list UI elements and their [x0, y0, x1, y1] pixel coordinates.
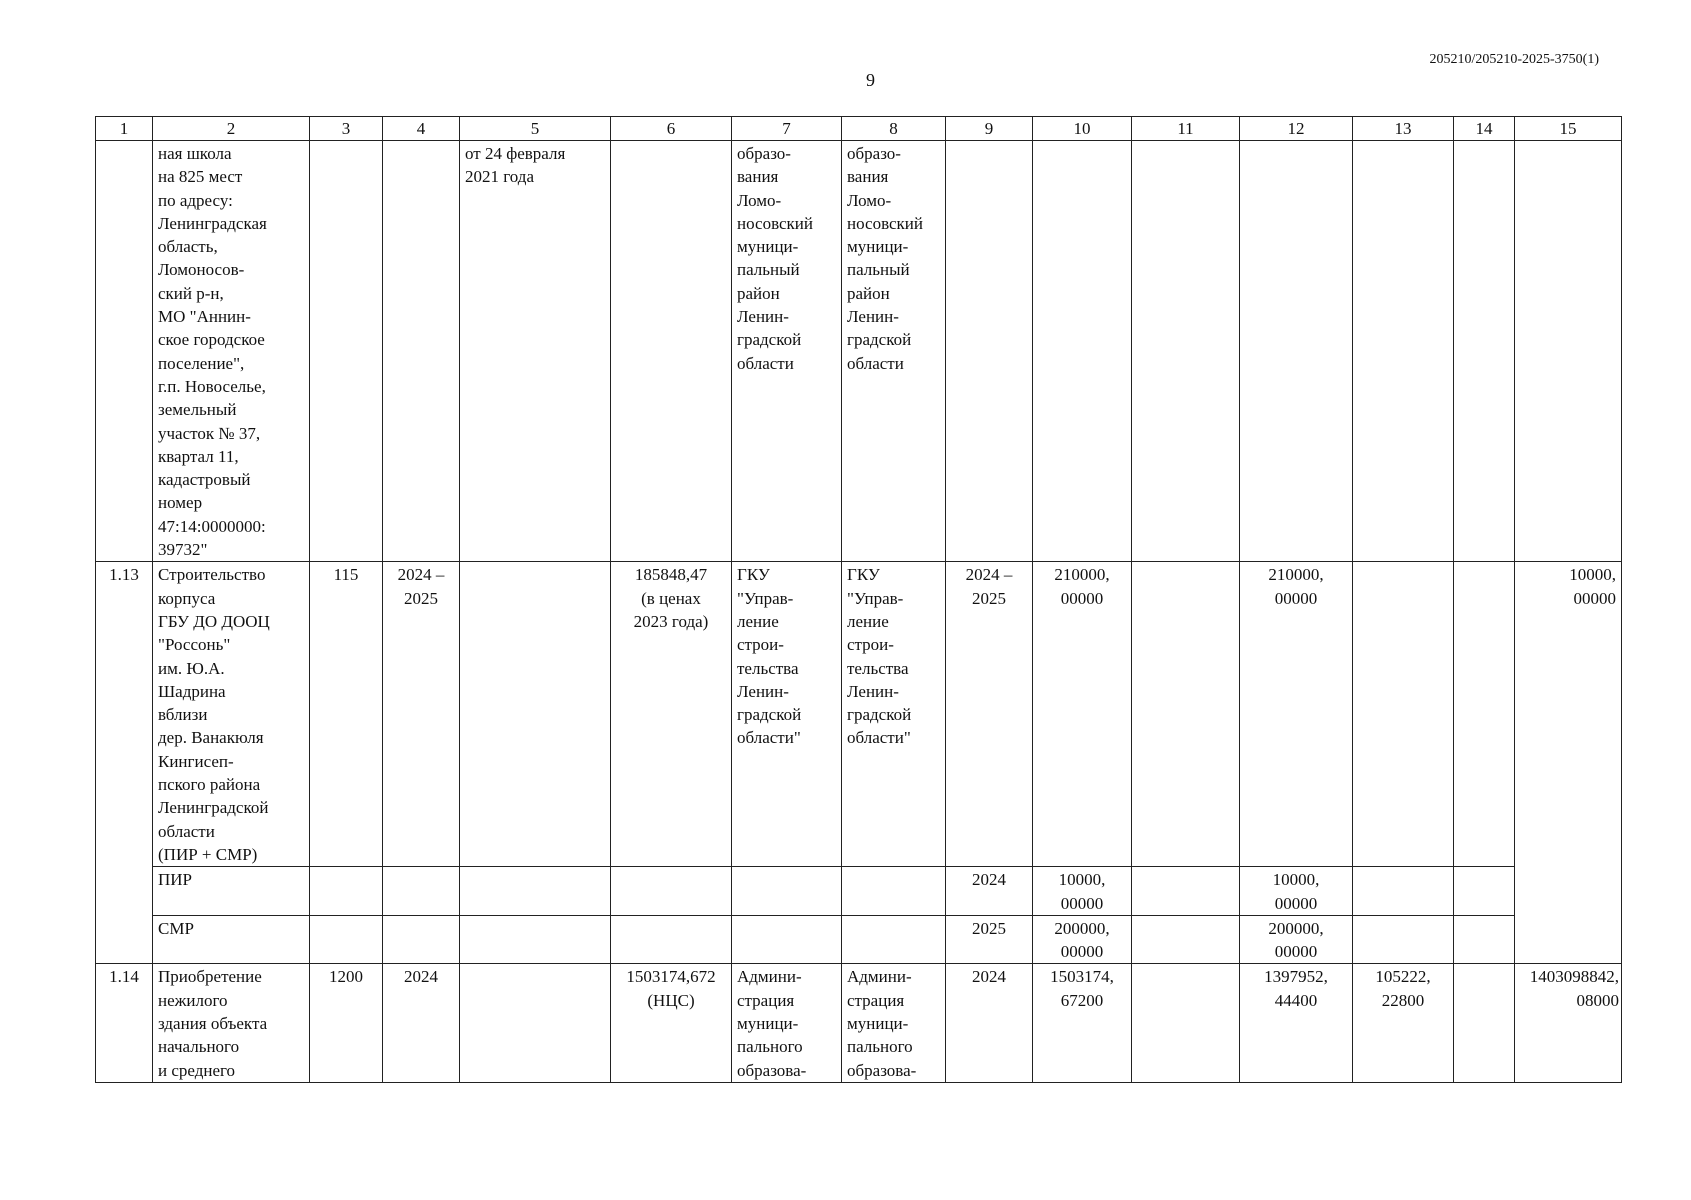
cell	[310, 867, 383, 916]
cell	[383, 141, 460, 562]
cell	[310, 915, 383, 964]
cell	[1132, 867, 1240, 916]
data-table	[95, 116, 1622, 1083]
col-header: 13	[1353, 117, 1454, 141]
cell-cost: 185848,47 (в ценах 2023 года)	[611, 562, 732, 867]
cell-capacity: 115	[310, 562, 383, 867]
cell	[460, 562, 611, 867]
col-header: 2	[153, 117, 310, 141]
col-header: 6	[611, 117, 732, 141]
cell-number: 1.14	[96, 964, 153, 1082]
cell	[1132, 141, 1240, 562]
cell	[1454, 562, 1515, 867]
cell-period: 2024	[383, 964, 460, 1082]
cell	[946, 141, 1033, 562]
cell	[383, 915, 460, 964]
cell-document: от 24 февраля 2021 года	[460, 141, 611, 562]
cell	[1240, 141, 1353, 562]
cell	[1132, 562, 1240, 867]
cell-total: 1503174, 67200	[1033, 964, 1132, 1082]
cell-regional: 200000, 00000	[1240, 915, 1353, 964]
cell	[1515, 141, 1622, 562]
cell-regional: 210000, 00000	[1240, 562, 1353, 867]
cell	[732, 867, 842, 916]
cell	[383, 867, 460, 916]
cell-customer: ГКУ "Управ- ление строи- тельства Ленин- градской области"	[732, 562, 842, 867]
col-header: 15	[1515, 117, 1622, 141]
cell	[1132, 915, 1240, 964]
cell-cost: 1503174,672 (НЦС)	[611, 964, 732, 1082]
table-row-continuation	[96, 141, 1622, 562]
cell-total: 10000, 00000	[1033, 867, 1132, 916]
cell-developer: Админи- страция муници- пального образова-	[842, 964, 946, 1082]
page-number: 9	[866, 70, 875, 90]
cell	[460, 915, 611, 964]
col-header: 12	[1240, 117, 1353, 141]
cell	[96, 141, 153, 562]
col-header: 8	[842, 117, 946, 141]
cell-customer: Админи- страция муници- пального образова-	[732, 964, 842, 1082]
col-header: 4	[383, 117, 460, 141]
cell	[460, 964, 611, 1082]
cell	[1132, 964, 1240, 1082]
cell	[1454, 141, 1515, 562]
cell-object-name: Строительство корпуса ГБУ ДО ДООЦ "Россонь" им. Ю.А. Шадрина вблизи дер. Ванакюля Кингисеп- пского района Ленинградской области (ПИР + СМР)	[153, 562, 310, 867]
cell-number: 1.13	[96, 562, 153, 964]
cell	[1033, 141, 1132, 562]
cell-total: 200000, 00000	[1033, 915, 1132, 964]
cell	[1353, 867, 1454, 916]
cell-subitem: СМР	[153, 915, 310, 964]
cell-years: 2024 – 2025	[946, 562, 1033, 867]
cell	[1353, 562, 1454, 867]
col-header: 3	[310, 117, 383, 141]
cell-object-name: Приобретение нежилого здания объекта начального и среднего	[153, 964, 310, 1082]
col-header: 1	[96, 117, 153, 141]
cell	[611, 141, 732, 562]
cell-years: 2024	[946, 867, 1033, 916]
cell	[842, 915, 946, 964]
cell	[1353, 915, 1454, 964]
col-header: 11	[1132, 117, 1240, 141]
cell	[1454, 867, 1515, 916]
cell-col15: 10000, 00000	[1515, 562, 1622, 964]
cell-capacity: 1200	[310, 964, 383, 1082]
cell-developer: образо- вания Ломо- носовский муници- пальный район Ленин- градской области	[842, 141, 946, 562]
cell	[611, 915, 732, 964]
cell-total: 210000, 00000	[1033, 562, 1132, 867]
cell-period: 2024 – 2025	[383, 562, 460, 867]
col-header: 5	[460, 117, 611, 141]
table-row-1-14	[96, 964, 1622, 1082]
table-row-1-13	[96, 562, 1622, 867]
cell-object-name: ная школа на 825 мест по адресу: Ленинградская область, Ломоносов- ский р-н, МО "Аннин- ское городское поселение", г.п. Новоселье, земельный участок № 37, квартал 11, кадастровый номер 47:14:0000000: 39732"	[153, 141, 310, 562]
cell	[1454, 915, 1515, 964]
header-row	[96, 117, 1622, 141]
cell-developer: ГКУ "Управ- ление строи- тельства Ленин- градской области"	[842, 562, 946, 867]
cell-regional: 10000, 00000	[1240, 867, 1353, 916]
cell	[310, 141, 383, 562]
cell-col15: 1403098842, 08000	[1515, 964, 1622, 1082]
cell-years: 2024	[946, 964, 1033, 1082]
cell-regional: 1397952, 44400	[1240, 964, 1353, 1082]
cell-years: 2025	[946, 915, 1033, 964]
col-header: 7	[732, 117, 842, 141]
cell	[460, 867, 611, 916]
table-row-pir	[96, 867, 1622, 916]
col-header: 9	[946, 117, 1033, 141]
cell	[1454, 964, 1515, 1082]
cell	[842, 867, 946, 916]
document-id: 205210/205210-2025-3750(1)	[1429, 52, 1599, 67]
cell-customer: образо- вания Ломо- носовский муници- пальный район Ленин- градской области	[732, 141, 842, 562]
cell	[1353, 141, 1454, 562]
cell	[732, 915, 842, 964]
table-row-smr	[96, 915, 1622, 964]
cell-local: 105222, 22800	[1353, 964, 1454, 1082]
col-header: 14	[1454, 117, 1515, 141]
cell	[611, 867, 732, 916]
col-header: 10	[1033, 117, 1132, 141]
cell-subitem: ПИР	[153, 867, 310, 916]
